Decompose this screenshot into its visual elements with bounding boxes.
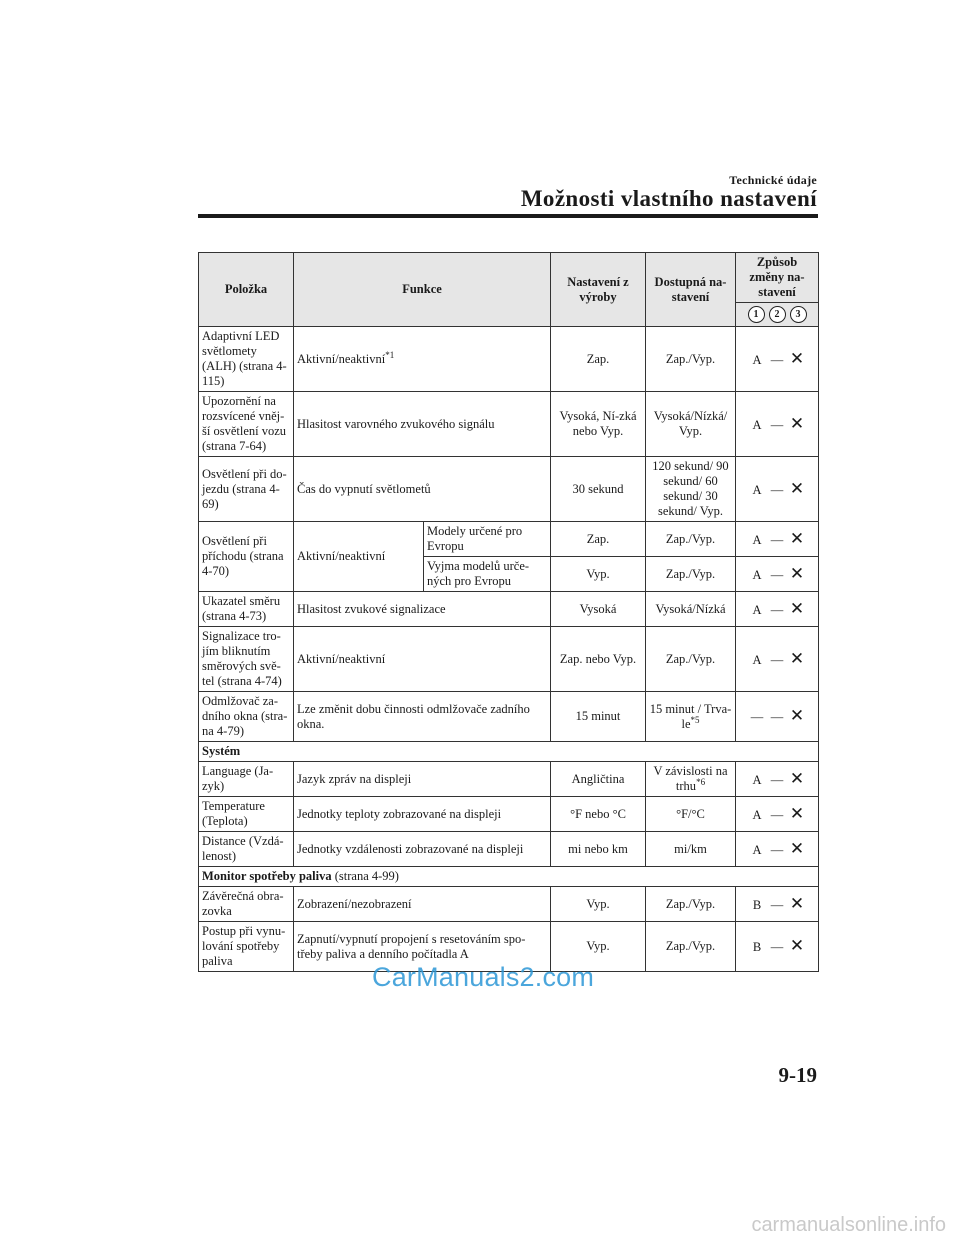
factory-cell: mi nebo km	[551, 832, 646, 867]
method-cell	[736, 522, 819, 557]
available-cell: 120 sekund/ 90 sekund/ 60 sekund/ 30 sekund/ Vyp.	[646, 457, 736, 522]
available-cell: Zap./Vyp.	[646, 627, 736, 692]
section-row-system	[199, 742, 819, 762]
function-cell: Jednotky teploty zobrazované na displeji	[294, 797, 551, 832]
method-1-value: A	[752, 602, 762, 617]
method-1-icon: 1	[748, 306, 765, 323]
available-cell: Zap./Vyp.	[646, 327, 736, 392]
method-2-value: —	[770, 652, 784, 667]
section-heading	[199, 867, 819, 887]
available-cell: Zap./Vyp.	[646, 887, 736, 922]
available-cell: Vysoká/Nízká/ Vyp.	[646, 392, 736, 457]
page-title: Možnosti vlastního nastavení	[520, 186, 817, 211]
factory-cell: Vyp.	[551, 887, 646, 922]
factory-cell: 15 minut	[551, 692, 646, 742]
method-1-value: B	[752, 897, 762, 912]
factory-cell: 30 sekund	[551, 457, 646, 522]
method-1-value: A	[752, 532, 762, 547]
footnote-ref: *6	[696, 776, 706, 787]
condition-cell: Vyjma modelů urče-ných pro Evropu	[424, 557, 551, 592]
factory-cell: Zap.	[551, 327, 646, 392]
method-cell	[736, 762, 819, 797]
col-header-method: Způsob změny na-stavení	[736, 253, 819, 303]
table-row	[199, 592, 819, 627]
method-2-value: —	[770, 602, 784, 617]
table-row	[199, 627, 819, 692]
method-2-value: —	[770, 897, 784, 912]
item-cell: Adaptivní LED světlomety (ALH) (strana 4-115)	[199, 327, 294, 392]
function-cell: Čas do vypnutí světlometů	[294, 457, 551, 522]
function-cell: Zobrazení/nezobrazení	[294, 887, 551, 922]
factory-cell: Vyp.	[551, 922, 646, 972]
settings-table	[198, 252, 819, 972]
function-cell: Jazyk zpráv na displeji	[294, 762, 551, 797]
item-cell: Distance (Vzdá-lenost)	[199, 832, 294, 867]
factory-cell: Angličtina	[551, 762, 646, 797]
table-row	[199, 457, 819, 522]
table-row	[199, 887, 819, 922]
cross-icon: ✕	[789, 706, 805, 725]
cross-icon: ✕	[789, 563, 805, 583]
function-cell: Aktivní/neaktivní	[294, 522, 424, 592]
method-1-value: A	[752, 652, 762, 667]
method-cell	[736, 627, 819, 692]
condition-cell: Modely určené pro Evropu	[424, 522, 551, 557]
cross-icon: ✕	[789, 528, 805, 548]
function-cell	[294, 327, 551, 392]
table-row	[199, 327, 819, 392]
available-cell	[646, 762, 736, 797]
item-cell: Language (Ja-zyk)	[199, 762, 294, 797]
method-1-value: A	[752, 772, 762, 787]
function-cell: Jednotky vzdálenosti zobrazované na displeji	[294, 832, 551, 867]
footnote-ref: *1	[385, 349, 395, 360]
section-page-ref: (strana 4-99)	[334, 869, 399, 883]
available-cell	[646, 692, 736, 742]
page-number: 9-19	[778, 1063, 817, 1087]
cross-icon: ✕	[789, 348, 805, 368]
method-2-value: —	[770, 710, 784, 724]
item-cell: Signalizace tro-jím bliknutím směrových svě-tel (strana 4-74)	[199, 627, 294, 692]
method-cell	[736, 327, 819, 392]
method-cell	[736, 592, 819, 627]
cross-icon: ✕	[789, 838, 805, 858]
method-1-value: A	[752, 417, 762, 432]
available-text: V závislosti na trhu	[653, 764, 728, 793]
available-text: 15 minut / Trva-le	[649, 701, 732, 731]
section-heading: Systém	[199, 742, 819, 762]
method-2-value: —	[770, 482, 784, 497]
table-row	[199, 692, 819, 742]
section-row-fuel-monitor	[199, 867, 819, 887]
function-cell: Hlasitost varovného zvukového signálu	[294, 392, 551, 457]
col-header-available: Dostupná na-stavení	[646, 253, 736, 327]
method-2-value: —	[770, 807, 784, 822]
available-cell: Vysoká/Nízká	[646, 592, 736, 627]
available-cell: Zap./Vyp.	[646, 557, 736, 592]
table-header-row	[199, 253, 819, 303]
cross-icon: ✕	[789, 803, 805, 823]
cross-icon: ✕	[789, 768, 805, 788]
factory-cell: Vyp.	[551, 557, 646, 592]
method-cell	[736, 392, 819, 457]
cross-icon: ✕	[789, 598, 805, 618]
method-1-value: —	[750, 710, 764, 724]
item-cell: Odmlžovač za-dního okna (stra-na 4-79)	[199, 692, 294, 742]
method-2-icon: 2	[769, 306, 786, 323]
method-2-value: —	[770, 417, 784, 432]
method-1-value: A	[752, 842, 762, 857]
col-header-item: Položka	[199, 253, 294, 327]
available-cell: mi/km	[646, 832, 736, 867]
method-cell	[736, 922, 819, 972]
item-cell: Osvětlení při příchodu (strana 4-70)	[199, 522, 294, 592]
method-cell	[736, 457, 819, 522]
factory-cell: Zap. nebo Vyp.	[551, 627, 646, 692]
cross-icon: ✕	[789, 893, 805, 913]
available-cell: °F/°C	[646, 797, 736, 832]
title-rule	[198, 214, 818, 218]
cross-icon: ✕	[789, 648, 805, 668]
method-2-value: —	[770, 842, 784, 857]
watermark-link[interactable]: CarManuals2.com	[372, 962, 595, 992]
method-2-value: —	[770, 532, 784, 547]
section-heading-text: Monitor spotřeby paliva	[202, 869, 332, 883]
section-label: Technické údaje	[729, 173, 817, 187]
factory-cell: Zap.	[551, 522, 646, 557]
method-2-value: —	[770, 352, 784, 367]
site-watermark: carmanualsonline.info	[751, 1214, 946, 1236]
method-cell	[736, 557, 819, 592]
col-header-factory: Nastavení z výroby	[551, 253, 646, 327]
method-1-value: A	[752, 482, 762, 497]
col-header-function: Funkce	[294, 253, 551, 327]
cross-icon: ✕	[789, 478, 805, 498]
item-cell: Upozornění na rozsvícené vněj-ší osvětlení vozu (strana 7-64)	[199, 392, 294, 457]
method-cell	[736, 797, 819, 832]
item-cell: Osvětlení při do-jezdu (strana 4-69)	[199, 457, 294, 522]
table-row	[199, 392, 819, 457]
available-cell: Zap./Vyp.	[646, 522, 736, 557]
method-1-value: A	[752, 567, 762, 582]
cross-icon: ✕	[789, 936, 805, 955]
footnote-ref: *5	[690, 714, 700, 725]
factory-cell: Vysoká, Ní-zká nebo Vyp.	[551, 392, 646, 457]
table-row	[199, 832, 819, 867]
item-cell: Ukazatel směru (strana 4-73)	[199, 592, 294, 627]
function-cell: Aktivní/neaktivní	[294, 627, 551, 692]
method-1-value: A	[752, 352, 762, 367]
function-cell: Lze změnit dobu činnosti odmlžovače zadního okna.	[294, 692, 551, 742]
method-cell	[736, 887, 819, 922]
method-3-icon: 3	[790, 306, 807, 323]
factory-cell: Vysoká	[551, 592, 646, 627]
table-row	[199, 797, 819, 832]
factory-cell: °F nebo °C	[551, 797, 646, 832]
function-cell: Zapnutí/vypnutí propojení s resetováním spo-třeby paliva a denního počítadla A	[294, 922, 551, 972]
function-cell: Hlasitost zvukové signalizace	[294, 592, 551, 627]
method-2-value: —	[770, 940, 784, 954]
item-cell: Temperature (Teplota)	[199, 797, 294, 832]
table-row	[199, 762, 819, 797]
method-cell	[736, 692, 819, 742]
method-1-value: B	[752, 940, 762, 954]
table-row	[199, 522, 819, 557]
method-2-value: —	[770, 567, 784, 582]
item-cell: Závěrečná obra-zovka	[199, 887, 294, 922]
method-1-value: A	[752, 807, 762, 822]
method-2-value: —	[770, 772, 784, 787]
method-cell	[736, 832, 819, 867]
cross-icon: ✕	[789, 413, 805, 433]
function-text: Aktivní/neaktivní	[297, 351, 386, 366]
method-marks	[736, 303, 819, 327]
available-cell: Zap./Vyp.	[646, 922, 736, 972]
item-cell: Postup při vynu-lování spotřeby paliva	[199, 922, 294, 972]
